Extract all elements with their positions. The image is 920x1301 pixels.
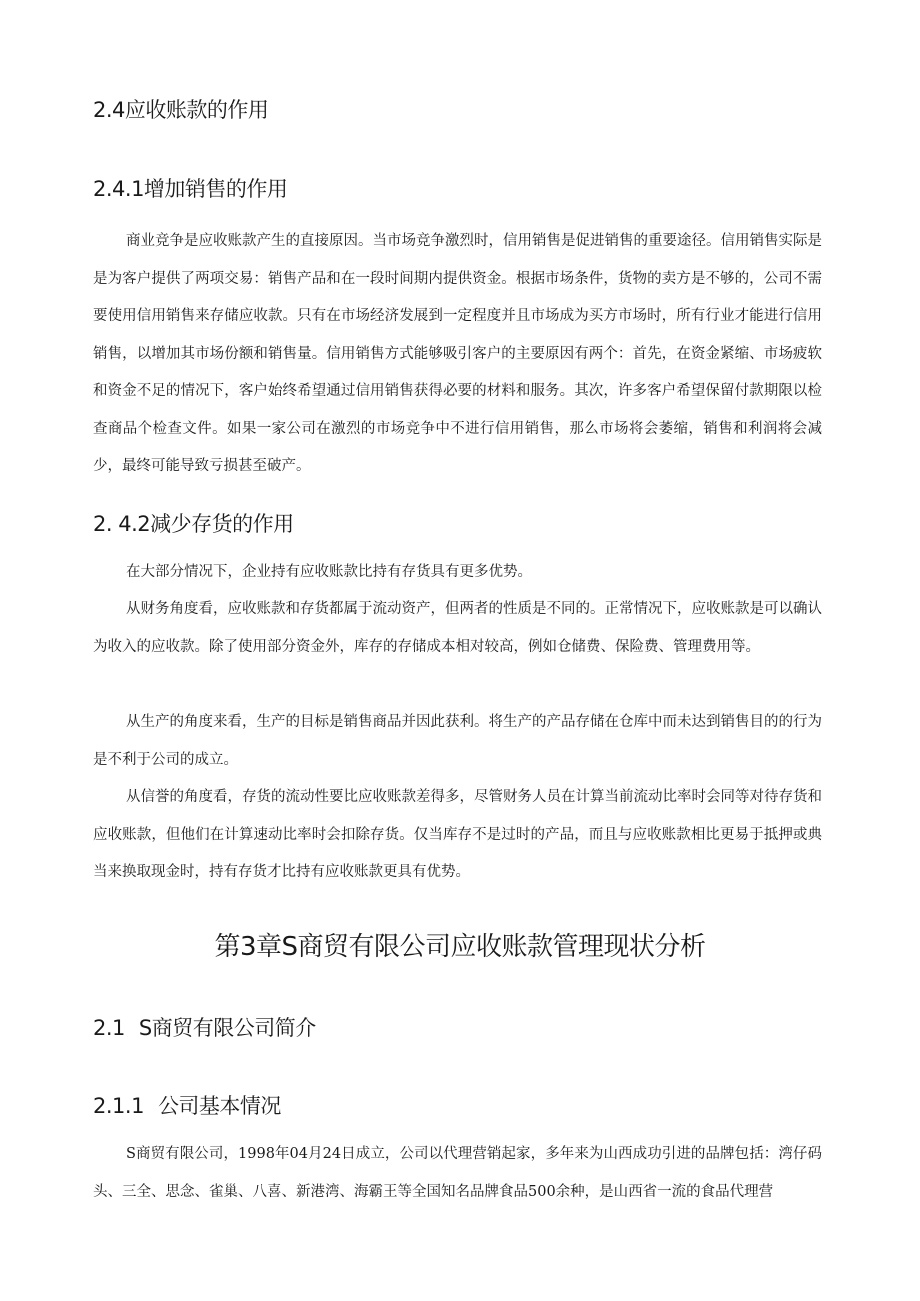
paragraph-credit-view: 从信誉的角度看，存货的流动性要比应收账款差得多，尽管财务人员在计算当前流动比率时会同等对待存货和应收账款，但他们在计算速动比率时会扣除存货。仅当库存不是过时的产品，而且与应收账款相比更易于抵押或典当来换取现金时，持有存货才比持有应收账款更具有优势。: [93, 789, 822, 880]
section-heading-2-4-2: 2. 4.2减少存货的作用: [93, 512, 294, 536]
paragraph-production-view: 从生产的角度来看，生产的目标是销售商品并因此获利。将生产的产品存储在仓库中而未达到销售目的的行为是不利于公司的成立。: [93, 714, 822, 768]
section-heading-2-4: 2.4应收账款的作用: [93, 98, 269, 122]
paragraph-finance-view: 从财务角度看，应收账款和存货都属于流动资产，但两者的性质是不同的。正常情况下，应收账款是可以确认为收入的应收款。除了使用部分资金外，库存的存储成本相对较高，例如仓储费、保险费、管理费用等。: [93, 601, 822, 655]
section-title: 公司基本情况: [157, 1094, 281, 1118]
section-number: 2.1.1: [93, 1094, 144, 1118]
section-heading-2-1: [93, 1012, 316, 1042]
chapter-3-title: 第3章S商贸有限公司应收账款管理现状分析: [214, 932, 706, 962]
section-number: 2.1: [93, 1016, 125, 1040]
paragraph-sales-effect: 商业竞争是应收账款产生的直接原因。当市场竞争激烈时，信用销售是促进销售的重要途径。信用销售实际是是为客户提供了两项交易：销售产品和在一段时间期内提供资金。根据市场条件，货物的卖方是不够的，公司不需要使用信用销售来存储应收款。只有在市场经济发展到一定程度并且市场成为买方市场时，所有行业才能进行信用销售，以增加其市场份额和销售量。信用销售方式能够吸引客户的主要原因有两个：首先，在资金紧缩、市场疲软和资金不足的情况下，客户始终希望通过信用销售获得必要的材料和服务。其次，许多客户希望保留付款期限以检查商品个检查文件。如果一家公司在激烈的市场竞争中不进行信用销售，那么市场将会萎缩，销售和利润将会减少，最终可能导致亏损甚至破产。: [93, 233, 822, 474]
section-heading-2-1-1: [93, 1090, 281, 1120]
paragraph-company-basics: S商贸有限公司，1998年04月24日成立，公司以代理营销起家，多年来为山西成功引进的品牌包括：湾仔码头、三全、思念、雀巢、八喜、新港湾、海霸王等全国知名品牌食品500余种，是山西省一流的食品代理营: [93, 1146, 822, 1200]
section-title: S商贸有限公司简介: [138, 1016, 316, 1040]
section-heading-2-4-1: 2.4.1增加销售的作用: [93, 177, 288, 201]
paragraph-inventory-intro: 在大部分情况下，企业持有应收账款比持有存货具有更多优势。: [126, 564, 532, 580]
